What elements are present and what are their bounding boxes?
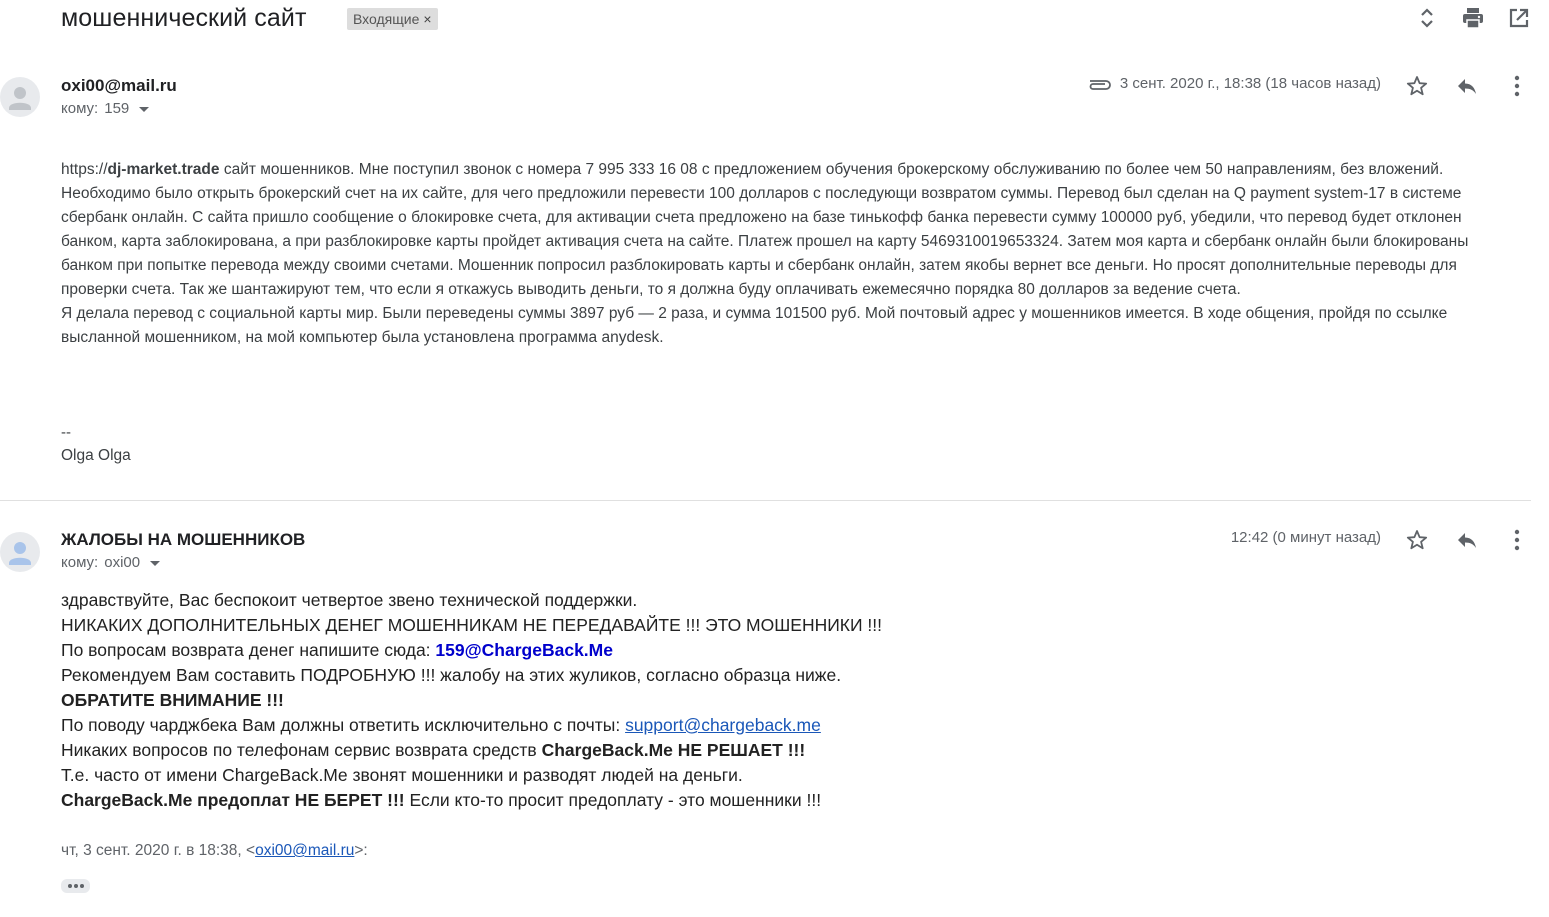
recipients-line[interactable]: [61, 554, 160, 571]
email-subject: мошеннический сайт: [61, 4, 307, 32]
reply-icon[interactable]: [1455, 528, 1479, 552]
body-paragraph: Я делала перевод с социальной карты мир. Были переведены суммы 3897 руб — 2 раза, и сумма 101500 руб. Мой почтовый адрес у мошенников имеется. В ходе общения, пройдя по ссылке высланной мошенником, на мой компьютер была установлена программа anydesk.: [61, 305, 1448, 346]
body-text: По поводу чарджбека Вам должны ответить исключительно с почты:: [61, 715, 626, 735]
more-vertical-icon[interactable]: [1505, 74, 1529, 98]
avatar[interactable]: [0, 77, 40, 117]
remove-label-icon[interactable]: ×: [423, 11, 432, 27]
person-icon: [0, 532, 40, 572]
person-icon: [0, 77, 40, 117]
body-text: По вопросам возврата денег напишите сюда:: [61, 640, 436, 660]
star-icon[interactable]: [1405, 74, 1429, 98]
quote-prefix: чт, 3 сент. 2020 г. в 18:38, <: [61, 842, 256, 859]
sender-name[interactable]: oxi00@mail.ru: [61, 76, 177, 95]
message-body: [61, 588, 1261, 813]
message-meta: [1086, 75, 1381, 92]
show-trimmed-content-button[interactable]: [61, 879, 90, 893]
to-prefix: кому:: [61, 100, 99, 117]
open-in-new-icon[interactable]: [1507, 6, 1531, 30]
message-divider: [0, 500, 1531, 501]
body-line: [61, 688, 1261, 713]
url-prefix: https://: [61, 161, 108, 178]
message-date: 3 сент. 2020 г., 18:38 (18 часов назад): [1119, 75, 1381, 92]
message-date: 12:42 (0 минут назад): [1230, 529, 1381, 546]
thread-toolbar: [1415, 6, 1531, 30]
recipients-line[interactable]: [61, 100, 149, 117]
body-line: здравствуйте, Вас беспокоит четвертое звено технической поддержки.: [61, 590, 638, 610]
recipient: oxi00: [104, 554, 141, 571]
body-bold-text: ChargeBack.Me предоплат НЕ БЕРЕТ !!!: [61, 790, 405, 810]
dot: [80, 884, 84, 888]
body-text: сайт мошенников. Мне поступил звонок с номера 7 995 333 16 08 с предложением обучения брокерскому обслуживанию по более чем 50 направлениям, без вложений. Необходимо было открыть брокерский счет на их сайте, для чего предложили перевести 100 долларов с последующи возвратом суммы. Перевод был сделан на Q payment system-17 в системе сбербанк онлайн. С сайта пришло сообщение о блокировке счета, для активации счета предложено на базе тинькофф банка перевести сумму 100000 руб, убедили, что перевод будет отклонен банком, карта заблокирована, а при разблокировке карты пройдет активация счета на сайте. Платеж прошел на карту 5469310019653324. Затем моя карта и сбербанк онлайн были блокированы банком при попытке перевода между своими счетами. Мошенник попросил разблокировать карты и сбербанк онлайн, затем якобы вернет все деньги. Но просят дополнительные переводы для проверки счета. Так же шантажируют тем, что если я откажусь выводить деньги, то я должна буду оплачивать ежемесячно порядка 80 долларов за ведение счета.: [61, 161, 1469, 298]
body-line: [61, 713, 1261, 738]
body-line: Т.е. часто от имени ChargeBack.Me звонят мошенники и разводят людей на деньги.: [61, 765, 743, 785]
quote-header: [61, 842, 368, 860]
body-text: Если кто-то просит предоплату - это мошенники !!!: [404, 790, 822, 810]
signature: Olga Olga: [61, 447, 131, 464]
url-domain: dj-market.trade: [107, 161, 220, 178]
dot: [68, 884, 72, 888]
body-bold-text: ОБРАТИТЕ ВНИМАНИЕ !!!: [61, 690, 284, 710]
body-text: Никаких вопросов по телефонам сервис возврата средств: [61, 740, 542, 760]
body-paragraph: [61, 158, 1521, 302]
message-actions: [1405, 528, 1529, 552]
dot: [74, 884, 78, 888]
paperclip-icon: [1086, 77, 1112, 91]
chevron-down-icon[interactable]: [150, 561, 160, 566]
body-line: НИКАКИХ ДОПОЛНИТЕЛЬНЫХ ДЕНЕГ МОШЕННИКАМ НЕ ПЕРЕДАВАЙТЕ !!! ЭТО МОШЕННИКИ !!!: [61, 615, 883, 635]
label-chip-inbox[interactable]: [347, 8, 438, 30]
email-link[interactable]: support@chargeback.me: [625, 715, 821, 735]
message-body: [61, 158, 1521, 350]
body-line: [61, 638, 1261, 663]
sender-name[interactable]: ЖАЛОБЫ НА МОШЕННИКОВ: [61, 530, 306, 549]
message-actions: [1405, 74, 1529, 98]
quote-email-link[interactable]: oxi00@mail.ru: [255, 842, 355, 859]
print-icon[interactable]: [1461, 6, 1485, 30]
body-line: Рекомендуем Вам составить ПОДРОБНУЮ !!! жалобу на этих жуликов, согласно образца ниже.: [61, 665, 842, 685]
label-chip-text: Входящие: [353, 11, 420, 27]
message-meta: [1231, 529, 1381, 546]
signature-separator: --: [61, 424, 71, 441]
email-link[interactable]: 159@ChargeBack.Me: [435, 640, 613, 660]
body-bold-text: ChargeBack.Me НЕ РЕШАЕТ !!!: [541, 740, 806, 760]
body-line: [61, 738, 1261, 763]
reply-icon[interactable]: [1455, 74, 1479, 98]
body-line: [61, 788, 1261, 813]
chevron-down-icon[interactable]: [139, 107, 149, 112]
recipient: 159: [104, 100, 130, 117]
to-prefix: кому:: [61, 554, 99, 571]
unfold-icon[interactable]: [1415, 6, 1439, 30]
star-icon[interactable]: [1405, 528, 1429, 552]
quote-suffix: >:: [354, 842, 368, 859]
more-vertical-icon[interactable]: [1505, 528, 1529, 552]
avatar[interactable]: [0, 532, 40, 572]
